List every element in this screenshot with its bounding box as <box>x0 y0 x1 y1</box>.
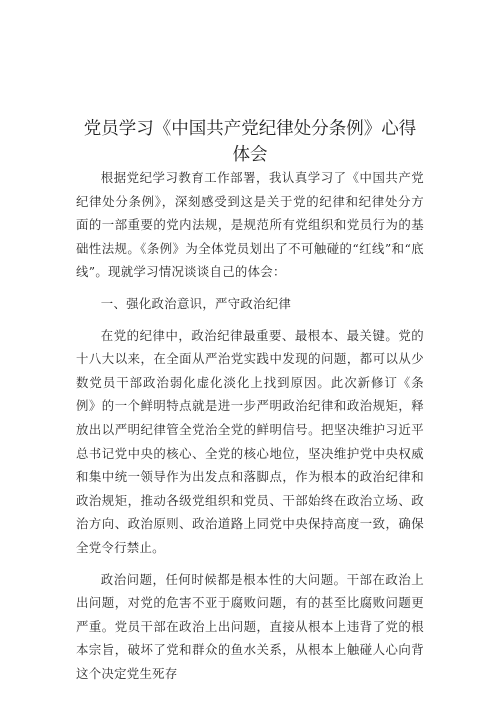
body-paragraph-1: 在党的纪律中，政治纪律最重要、最根本、最关键。党的十八大以来，在全面从严治党实践中发现的问题，都可以从少数党员干部政治弱化虚化淡化上找到原因。此次新修订《条例》的一个鲜明特点就是进一步严明政治纪律和政治规矩，释放出以严明纪律管全党治全党的鲜明信号。把坚决维护习近平总书记党中央的核心、全党的核心地位，坚决维护党中央权威和集中统一领导作为出发点和落脚点，作为根本的政治纪律和政治规矩，推动各级党组织和党员、干部始终在政治立场、政治方向、政治原则、政治道路上同党中央保持高度一致，确保全党令行禁止。 <box>76 327 424 555</box>
intro-paragraph: 根据党纪学习教育工作部署，我认真学习了《中国共产党纪律处分条例》，深刻感受到这是关于党的纪律和纪律处分方面的一部重要的党内法规，是规范所有党组织和党员行为的基础性法规。《条例》为全体党员划出了不可触碰的“红线”和“底线”。现就学习情况谈谈自己的体会： <box>76 170 424 280</box>
document-title: 党员学习《中国共产党纪律处分条例》心得体会 <box>83 119 417 165</box>
body-paragraph-2: 政治问题，任何时候都是根本性的大问题。干部在政治上出问题，对党的危害不亚于腐败问题，有的甚至比腐败问题更严重。党员干部在政治上出问题，直接从根本上违背了党的根本宗旨，破坏了党和群众的鱼水关系，从根本上触碰人心向背这个决定党生死存 <box>76 571 424 681</box>
section-heading-1: 一、强化政治意识，严守政治纪律 <box>100 295 292 311</box>
document-body <box>76 166 424 685</box>
